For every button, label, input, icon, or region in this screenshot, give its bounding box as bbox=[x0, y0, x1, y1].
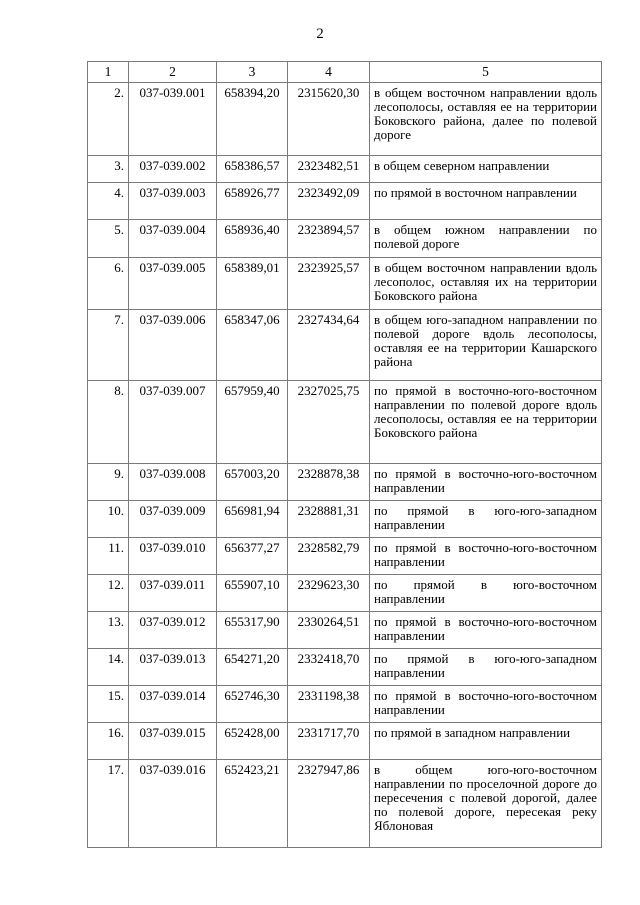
boundary-points-table bbox=[87, 61, 602, 848]
point-code: 037-039.013 bbox=[129, 649, 217, 686]
table-row bbox=[88, 83, 602, 156]
coordinate-x: 656981,94 bbox=[217, 501, 288, 538]
row-number: 6. bbox=[88, 258, 129, 310]
point-code: 037-039.005 bbox=[129, 258, 217, 310]
row-number: 5. bbox=[88, 220, 129, 258]
table-header-row bbox=[88, 62, 602, 83]
table-row bbox=[88, 156, 602, 183]
table-row bbox=[88, 183, 602, 220]
coordinate-x: 658347,06 bbox=[217, 310, 288, 381]
coordinate-y: 2329623,30 bbox=[288, 575, 370, 612]
direction-description: по прямой в юго-юго-западном направлении bbox=[370, 501, 602, 538]
direction-description: по прямой в восточном направлении bbox=[370, 183, 602, 220]
row-number: 13. bbox=[88, 612, 129, 649]
coordinate-y: 2327947,86 bbox=[288, 760, 370, 848]
point-code: 037-039.010 bbox=[129, 538, 217, 575]
coordinate-y: 2323492,09 bbox=[288, 183, 370, 220]
header-col-5: 5 bbox=[370, 62, 602, 83]
row-number: 9. bbox=[88, 464, 129, 501]
coordinate-y: 2328878,38 bbox=[288, 464, 370, 501]
header-col-4: 4 bbox=[288, 62, 370, 83]
point-code: 037-039.004 bbox=[129, 220, 217, 258]
coordinate-y: 2327434,64 bbox=[288, 310, 370, 381]
point-code: 037-039.007 bbox=[129, 381, 217, 464]
coordinate-x: 656377,27 bbox=[217, 538, 288, 575]
header-col-3: 3 bbox=[217, 62, 288, 83]
direction-description: по прямой в восточно-юго-восточном направлении bbox=[370, 686, 602, 723]
row-number: 15. bbox=[88, 686, 129, 723]
table-row bbox=[88, 723, 602, 760]
point-code: 037-039.008 bbox=[129, 464, 217, 501]
row-number: 12. bbox=[88, 575, 129, 612]
row-number: 17. bbox=[88, 760, 129, 848]
coordinate-x: 652746,30 bbox=[217, 686, 288, 723]
coordinate-x: 654271,20 bbox=[217, 649, 288, 686]
point-code: 037-039.015 bbox=[129, 723, 217, 760]
row-number: 7. bbox=[88, 310, 129, 381]
direction-description: по прямой в восточно-юго-восточном направлении bbox=[370, 612, 602, 649]
coordinate-x: 655317,90 bbox=[217, 612, 288, 649]
header-col-1: 1 bbox=[88, 62, 129, 83]
table-row bbox=[88, 612, 602, 649]
direction-description: по прямой в восточно-юго-восточном направлении bbox=[370, 464, 602, 501]
coordinate-x: 652428,00 bbox=[217, 723, 288, 760]
coordinate-y: 2327025,75 bbox=[288, 381, 370, 464]
coordinate-y: 2323925,57 bbox=[288, 258, 370, 310]
coordinate-y: 2332418,70 bbox=[288, 649, 370, 686]
coordinate-x: 658394,20 bbox=[217, 83, 288, 156]
point-code: 037-039.003 bbox=[129, 183, 217, 220]
row-number: 4. bbox=[88, 183, 129, 220]
direction-description: по прямой в восточно-юго-восточном направлении по полевой дороге вдоль лесополосы, оставляя ее на территории Боковского района bbox=[370, 381, 602, 464]
direction-description: в общем восточном направлении вдоль лесополосы, оставляя ее на территории Боковского района, далее по полевой дороге bbox=[370, 83, 602, 156]
direction-description: в общем юго-западном направлении по полевой дороге вдоль лесополосы, оставляя ее на территории Кашарского района bbox=[370, 310, 602, 381]
direction-description: в общем северном направлении bbox=[370, 156, 602, 183]
coordinate-y: 2328582,79 bbox=[288, 538, 370, 575]
coordinate-y: 2323482,51 bbox=[288, 156, 370, 183]
coordinate-y: 2323894,57 bbox=[288, 220, 370, 258]
table-row bbox=[88, 258, 602, 310]
row-number: 3. bbox=[88, 156, 129, 183]
coordinate-x: 658936,40 bbox=[217, 220, 288, 258]
coordinate-y: 2331198,38 bbox=[288, 686, 370, 723]
point-code: 037-039.009 bbox=[129, 501, 217, 538]
header-col-2: 2 bbox=[129, 62, 217, 83]
row-number: 2. bbox=[88, 83, 129, 156]
point-code: 037-039.012 bbox=[129, 612, 217, 649]
direction-description: по прямой в юго-восточном направлении bbox=[370, 575, 602, 612]
point-code: 037-039.011 bbox=[129, 575, 217, 612]
direction-description: по прямой в восточно-юго-восточном направлении bbox=[370, 538, 602, 575]
direction-description: по прямой в юго-юго-западном направлении bbox=[370, 649, 602, 686]
coordinate-x: 658389,01 bbox=[217, 258, 288, 310]
row-number: 16. bbox=[88, 723, 129, 760]
table-row bbox=[88, 381, 602, 464]
point-code: 037-039.002 bbox=[129, 156, 217, 183]
table-row bbox=[88, 575, 602, 612]
coordinate-x: 658386,57 bbox=[217, 156, 288, 183]
direction-description: в общем юго-юго-восточном направлении по проселочной дороге до пересечения с полевой дорогой, далее по полевой дороге, пересекая реку Яблоновая bbox=[370, 760, 602, 848]
direction-description: в общем восточном направлении вдоль лесополос, оставляя их на территории Боковского района bbox=[370, 258, 602, 310]
coordinate-x: 657003,20 bbox=[217, 464, 288, 501]
direction-description: по прямой в западном направлении bbox=[370, 723, 602, 760]
point-code: 037-039.006 bbox=[129, 310, 217, 381]
table-row bbox=[88, 538, 602, 575]
table-row bbox=[88, 686, 602, 723]
point-code: 037-039.001 bbox=[129, 83, 217, 156]
coordinate-y: 2328881,31 bbox=[288, 501, 370, 538]
table-row bbox=[88, 760, 602, 848]
point-code: 037-039.014 bbox=[129, 686, 217, 723]
table-row bbox=[88, 310, 602, 381]
row-number: 14. bbox=[88, 649, 129, 686]
row-number: 11. bbox=[88, 538, 129, 575]
table-row bbox=[88, 220, 602, 258]
coordinate-y: 2330264,51 bbox=[288, 612, 370, 649]
point-code: 037-039.016 bbox=[129, 760, 217, 848]
coordinate-x: 655907,10 bbox=[217, 575, 288, 612]
direction-description: в общем южном направлении по полевой дороге bbox=[370, 220, 602, 258]
table-row bbox=[88, 464, 602, 501]
coordinate-y: 2315620,30 bbox=[288, 83, 370, 156]
coordinate-y: 2331717,70 bbox=[288, 723, 370, 760]
coordinate-x: 652423,21 bbox=[217, 760, 288, 848]
row-number: 8. bbox=[88, 381, 129, 464]
table-row bbox=[88, 501, 602, 538]
page-number: 2 bbox=[316, 26, 324, 42]
coordinate-x: 657959,40 bbox=[217, 381, 288, 464]
coordinate-x: 658926,77 bbox=[217, 183, 288, 220]
row-number: 10. bbox=[88, 501, 129, 538]
table-row bbox=[88, 649, 602, 686]
